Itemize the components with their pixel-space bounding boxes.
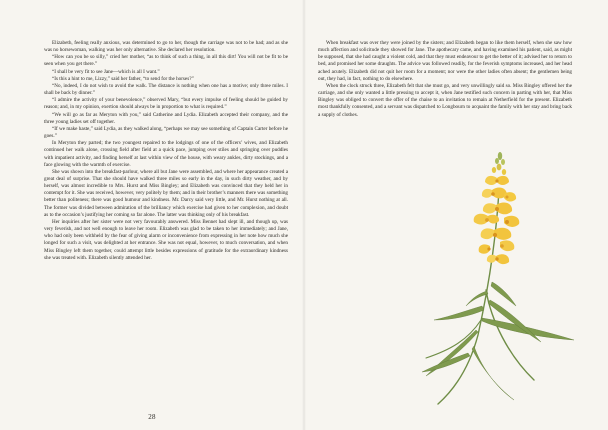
paragraph: When breakfast was over they were joined by the sisters; and Elizabeth began to like them herself, when she saw how much affection and solicitude they showed for Jane. The apothecary came, and having examined his patient, said, as might be supposed, that she had caught a violent cold, and that they must endeavour to get the better of it; advised her to return to bed, and promised her some draughts. The advice was followed readily, for the feverish symptoms increased, and her head ached acutely. Elizabeth did not quit her room for a moment; nor were the other ladies often absent; the gentlemen being out, they had, in fact, nothing to do elsewhere. — [318, 40, 572, 82]
page-number: 28 — [148, 413, 156, 421]
paragraph: She was shown into the breakfast-parlour, where all but Jane were assembled, and where her appearance created a great deal of surprise. That she should have walked three miles so early in the day, in such dirty weather, and by herself, was almost incredible to Mrs. Hurst and Miss Bingley; and Elizabeth was convinced that they held her in contempt for it. She was received, however, very politely by them; and in their brother’s manners there was something better than politeness; there was good humour and kindness. Mr. Darcy said very little, and Mr. Hurst nothing at all. The former was divided between admiration of the brilliancy which exercise had given to her complexion, and doubt as to the occasion’s justifying her coming so far alone. The latter was thinking only of his breakfast. — [44, 168, 288, 218]
paragraph: “We will go as far as Meryton with you,” said Catherine and Lydia. Elizabeth accepted their company, and the three young ladies set off together. — [44, 111, 288, 125]
paragraph: In Meryton they parted; the two youngest repaired to the lodgings of one of the officers’ wives, and Elizabeth continued her walk alone, crossing field after field at a quick pace, jumping over stiles and springing over puddles with impatient activity, and finding herself at last within view of the house, with weary ankles, dirty stockings, and a face glowing with the warmth of exercise. — [44, 140, 288, 168]
paragraph: “If we make haste,” said Lydia, as they walked along, “perhaps we may see something of Captain Carter before he goes.” — [44, 125, 288, 140]
paragraph: When the clock struck three, Elizabeth felt that she must go, and very unwillingly said so. Miss Bingley offered her the carriage, and she only wanted a little pressing to accept it, when Jane testified such concern in parting with her, that Miss Bingley was obliged to convert the offer of the chaise to an invitation to remain at Netherfield for the present. Elizabeth most thankfully consented, and a servant was dispatched to Longbourn to acquaint the family with her stay and bring back a supply of clothes. — [318, 82, 572, 118]
right-page-text — [318, 40, 572, 119]
flower-buds — [492, 152, 506, 175]
plant-leaves — [422, 282, 574, 400]
paragraph: Her inquiries after her sister were not very favourably answered. Miss Bennet had slept ill, and though up, was very feverish, and not well enough to leave her room. Elizabeth was glad to be taken to her immediately; and Jane, who had only been withheld by the fear of giving alarm or inconvenience from expressing in her note how much she longed for such a visit, was delighted at her entrance. She was not equal, however, to much conversation, and when Miss Bingley left them together, could attempt little besides expressions of gratitude for the extraordinary kindness she was treated with. Elizabeth silently attended her. — [44, 218, 288, 261]
paragraph: “I admire the activity of your benevolence,” observed Mary, “but every impulse of feeling should be guided by reason; and, in my opinion, exertion should always be in proportion to what is required.” — [44, 97, 288, 111]
left-page-text — [44, 40, 288, 262]
paragraph: Elizabeth, feeling really anxious, was determined to go to her, though the carriage was not to be had; and as she was no horsewoman, walking was her only alternative. She declared her resolution. — [44, 40, 288, 54]
flower-blossoms — [474, 176, 520, 264]
paragraph: “Is this a hint to me, Lizzy,” said her father, “to send for the horses?” — [52, 75, 194, 82]
paragraph: “No, indeed, I do not wish to avoid the walk. The distance is nothing when one has a motive; only three miles. I shall be back by dinner.” — [44, 82, 288, 97]
toadflax-flower-illustration — [396, 150, 581, 405]
paragraph: “I shall be very fit to see Jane—which is all I want.” — [52, 68, 160, 75]
paragraph: “How can you be so silly,” cried her mother, “as to think of such a thing, in all this dirt! You will not be fit to be seen when you get there.” — [44, 54, 288, 68]
